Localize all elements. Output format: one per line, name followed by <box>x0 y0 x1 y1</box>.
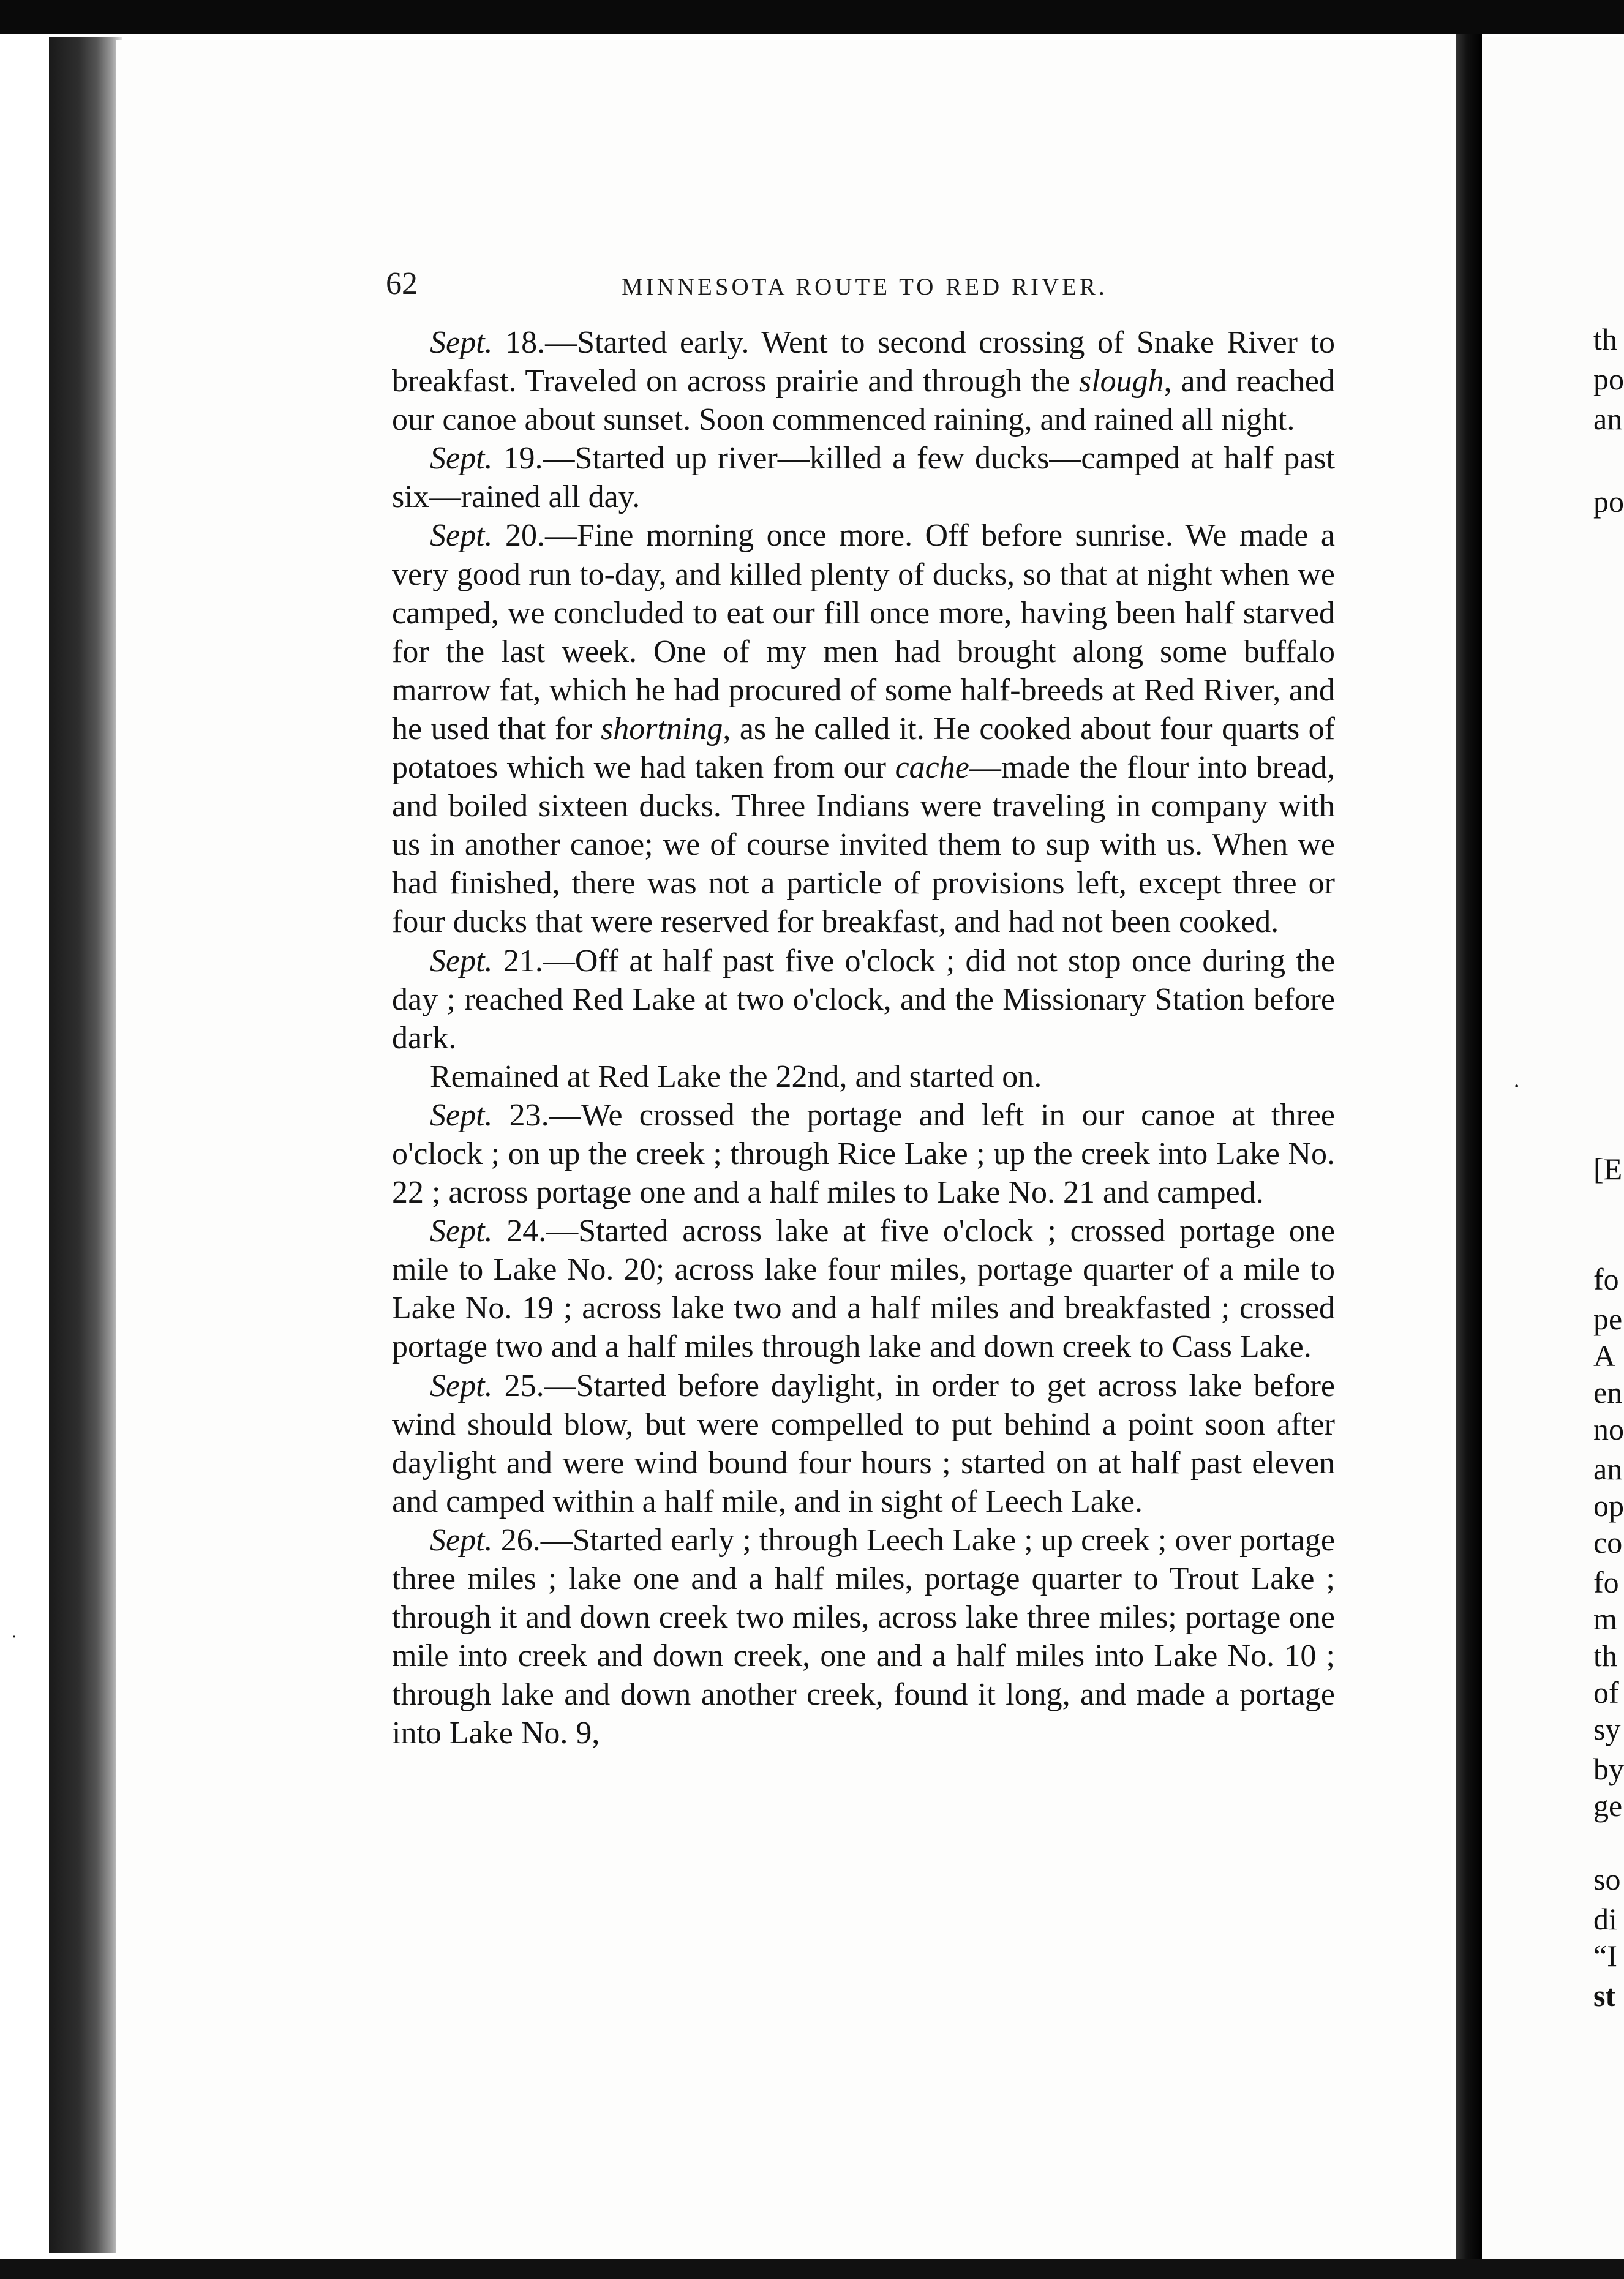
adjacent-page-fragment: of <box>1593 1675 1619 1710</box>
entry-text: 18.—Started early. Went to second crossing of Snake River to breakfast. Traveled on across prairie and through the <box>392 325 1335 399</box>
diary-entry <box>392 942 1335 1057</box>
diary-entry <box>392 323 1335 439</box>
running-title: MINNESOTA ROUTE TO RED RIVER. <box>622 274 1108 300</box>
diary-entry <box>392 1096 1335 1212</box>
entry-text: 21.—Off at half past five o'clock ; did not stop once during the day ; reached Red Lake at two o'clock, and the Missionary Station before dark. <box>392 943 1335 1056</box>
entry-date-label: Sept. <box>430 1097 493 1133</box>
diary-entry <box>392 1057 1335 1096</box>
entry-date-label: Sept. <box>430 1368 493 1403</box>
scan-bottom-edge <box>0 2259 1624 2279</box>
adjacent-page-fragment: sy <box>1593 1712 1621 1746</box>
diary-entry <box>392 1521 1335 1753</box>
adjacent-page-fragment: fo <box>1593 1565 1619 1599</box>
italic-term: slough <box>1078 364 1164 399</box>
entry-text: 26.—Started early ; through Leech Lake ; up creek ; over portage three miles ; lake one and a half miles, portage quarter to Trout Lake ; through it and down creek two miles, across lake three miles; portage one mile into creek and down creek, one and a half miles into Lake No. 10 ; through lake and down another creek, found it long, and made a portage into Lake No. 9, <box>392 1522 1335 1751</box>
entry-text: 19.—Started up river—killed a few ducks—camped at half past six—rained all day. <box>392 441 1335 515</box>
italic-term: cache <box>895 750 969 786</box>
page-body-text <box>392 323 1335 1752</box>
scan-speck: ˙ <box>11 1632 17 1652</box>
adjacent-page-fragment: A <box>1593 1338 1616 1373</box>
adjacent-page-fragment: ge <box>1593 1789 1623 1823</box>
scan-top-edge <box>0 0 1624 34</box>
running-header <box>386 266 1353 309</box>
adjacent-page-fragment: an <box>1593 1452 1623 1486</box>
entry-date-label: Sept. <box>430 1522 493 1558</box>
adjacent-page-fragment: fo <box>1593 1262 1619 1296</box>
book-spine-edge <box>49 37 122 2253</box>
adjacent-page-fragment: “I <box>1593 1939 1617 1973</box>
entry-text: Remained at Red Lake the 22nd, and started on. <box>430 1059 1042 1094</box>
italic-term: shortning <box>600 711 723 746</box>
entry-text: —made the flour into bread, and boiled sixteen ducks. Three Indians were traveling in company with us in another canoe; we of course invited them to sup with us. When we had finished, there was not a particle of provisions left, except three or four ducks that were reserved for breakfast, and had not been cooked. <box>392 750 1335 940</box>
diary-entry <box>392 1212 1335 1366</box>
diary-entry <box>392 516 1335 941</box>
adjacent-page-fragment: pe <box>1593 1302 1623 1336</box>
entry-date-label: Sept. <box>430 943 493 978</box>
entry-text: 20.—Fine morning once more. Off before sunrise. We made a very good run to-day, and killed plenty of ducks, so that at night when we camped, we concluded to eat our fill once more, having been half starved for the last week. One of my men had brought along some buffalo marrow fat, which he had procured of some half-breeds at Red River, and he used that for <box>392 518 1335 746</box>
diary-entry <box>392 439 1335 516</box>
adjacent-page-fragment: [E <box>1593 1152 1623 1186</box>
entry-text: 24.—Started across lake at five o'clock ; crossed portage one mile to Lake No. 20; across lake four miles, portage quarter of a mile to Lake No. 19 ; across lake two and a half miles and breakfasted ; crossed portage two and a half miles through lake and down creek to Cass Lake. <box>392 1214 1335 1365</box>
adjacent-page-fragment: en <box>1593 1375 1623 1410</box>
entry-date-label: Sept. <box>430 325 493 360</box>
adjacent-page-fragment: no <box>1593 1412 1624 1446</box>
entry-date-label: Sept. <box>430 441 493 476</box>
adjacent-page-fragment: st <box>1593 1978 1616 2013</box>
adjacent-page-fragment: m <box>1593 1602 1617 1636</box>
adjacent-page-fragment: so <box>1593 1862 1621 1896</box>
page-number: 62 <box>386 266 418 301</box>
entry-text: 25.—Started before daylight, in order to get across lake before wind should blow, but were compelled to put behind a point soon after daylight and were wind bound four hours ; started on at half past eleven and camped within a half mile, and in sight of Leech Lake. <box>392 1368 1335 1519</box>
page-gutter <box>1456 34 1482 2262</box>
entry-date-label: Sept. <box>430 518 493 554</box>
adjacent-page-fragment: po <box>1593 362 1624 396</box>
adjacent-page-fragment: di <box>1593 1902 1617 1936</box>
entry-text: 23.—We crossed the portage and left in our canoe at three o'clock ; on up the creek ; through Rice Lake ; up the creek into Lake No. 22 ; across portage one and a half miles to Lake No. 21 and camped. <box>392 1097 1335 1211</box>
adjacent-page-fragment: by <box>1593 1752 1624 1786</box>
entry-text: , as he called it. He cooked about four quarts of potatoes which we had taken from our <box>392 711 1335 786</box>
entry-text: , and reached our canoe about sunset. Soon commenced raining, and rained all night. <box>392 364 1335 438</box>
adjacent-page-fragment: co <box>1593 1525 1623 1560</box>
diary-entry <box>392 1367 1335 1521</box>
margin-speck: · <box>1513 1072 1521 1100</box>
entry-date-label: Sept. <box>430 1214 493 1249</box>
adjacent-page-fragment: op <box>1593 1489 1624 1523</box>
adjacent-page-fragment: an <box>1593 402 1623 436</box>
adjacent-page-fragment: th <box>1593 1639 1617 1673</box>
adjacent-page-fragment: th <box>1593 322 1617 356</box>
adjacent-page-fragment: po <box>1593 484 1624 519</box>
